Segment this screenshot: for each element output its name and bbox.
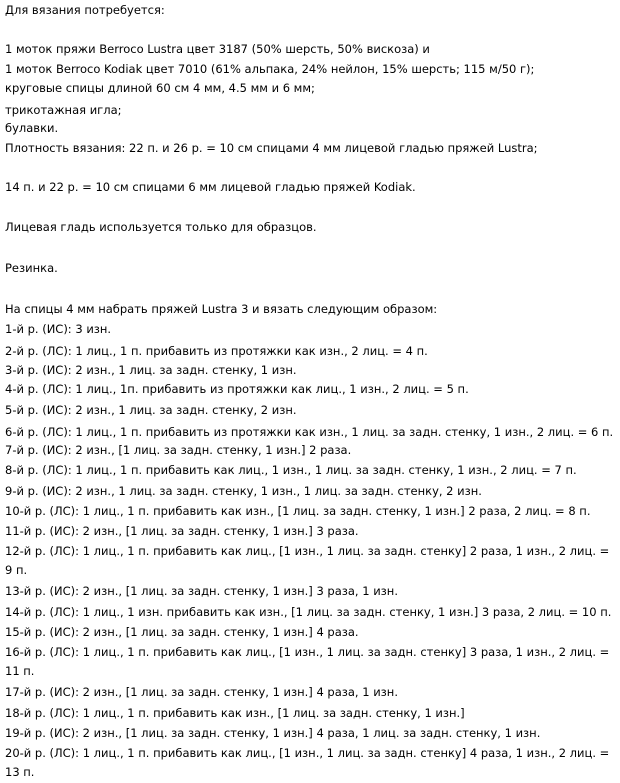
material-pins: булавки. <box>5 121 59 135</box>
row-instruction-20: 20-й р. (ЛС): 1 лиц., 1 п. прибавить как лиц., [1 изн., 1 лиц. за задн. стенку] 4 раза, 1 изн., 2 лиц. = 13 п. <box>5 746 613 779</box>
row-instruction-18: 18-й р. (ЛС): 1 лиц., 1 п. прибавить как изн., [1 лиц. за задн. стенку, 1 изн.] <box>5 706 465 720</box>
material-needles: круговые спицы длиной 60 см 4 мм, 4.5 мм и 6 мм; <box>5 81 315 95</box>
row-instruction-16: 16-й р. (ЛС): 1 лиц., 1 п. прибавить как лиц., [1 изн., 1 лиц. за задн. стенку] 3 раза, 1 изн., 2 лиц. = 11 п. <box>5 645 613 678</box>
row-instruction-14: 14-й р. (ЛС): 1 лиц., 1 изн. прибавить как изн., [1 лиц. за задн. стенку, 1 изн.] 3 раза, 2 лиц. = 10 п. <box>5 605 612 619</box>
material-yarn-kodiak: 1 моток Berroco Kodiak цвет 7010 (61% альпака, 24% нейлон, 15% шерсть; 115 м/50 г); <box>5 62 535 76</box>
gauge-kodiak: 14 п. и 22 р. = 10 см спицами 6 мм лицевой гладью пряжей Kodiak. <box>5 180 416 194</box>
row-instruction-11: 11-й р. (ИС): 2 изн., [1 лиц. за задн. стенку, 1 изн.] 3 раза. <box>5 524 359 538</box>
row-instruction-12: 12-й р. (ЛС): 1 лиц., 1 п. прибавить как лиц., [1 изн., 1 лиц. за задн. стенку] 2 раза, 1 изн., 2 лиц. = 9 п. <box>5 544 613 577</box>
material-yarn-lustra: 1 моток пряжи Berroco Lustra цвет 3187 (50% шерсть, 50% вискоза) и <box>5 42 430 56</box>
cast-on-instruction: На спицы 4 мм набрать пряжей Lustra 3 и вязать следующим образом: <box>5 302 438 316</box>
row-instruction-10: 10-й р. (ЛС): 1 лиц., 1 п. прибавить как изн., [1 лиц. за задн. стенку, 1 изн.] 2 раза, 2 лиц. = 8 п. <box>5 504 591 518</box>
row-instruction-1: 1-й р. (ИС): 3 изн. <box>5 322 112 336</box>
row-instruction-5: 5-й р. (ИС): 2 изн., 1 лиц. за задн. стенку, 2 изн. <box>5 403 297 417</box>
row-instruction-17: 17-й р. (ИС): 2 изн., [1 лиц. за задн. стенку, 1 изн.] 4 раза, 1 изн. <box>5 685 398 699</box>
row-instruction-7: 7-й р. (ИС): 2 изн., [1 лиц. за задн. стенку, 1 изн.] 2 раза. <box>5 443 352 457</box>
material-tapestry-needle: трикотажная игла; <box>5 103 122 117</box>
row-instruction-13: 13-й р. (ИС): 2 изн., [1 лиц. за задн. стенку, 1 изн.] 3 раза, 1 изн. <box>5 584 398 598</box>
row-instruction-4: 4-й р. (ЛС): 1 лиц., 1п. прибавить из протяжки как лиц., 1 изн., 2 лиц. = 5 п. <box>5 382 469 396</box>
row-instruction-2: 2-й р. (ЛС): 1 лиц., 1 п. прибавить из протяжки как изн., 2 лиц. = 4 п. <box>5 344 428 358</box>
gauge-lustra: Плотность вязания: 22 п. и 26 р. = 10 см спицами 4 мм лицевой гладью пряжей Lustra; <box>5 141 538 155</box>
row-instruction-8: 8-й р. (ЛС): 1 лиц., 1 п. прибавить как лиц., 1 изн., 1 лиц. за задн. стенку, 1 изн., 2 лиц. = 7 п. <box>5 463 577 477</box>
row-instruction-15: 15-й р. (ИС): 2 изн., [1 лиц. за задн. стенку, 1 изн.] 4 раза. <box>5 625 359 639</box>
materials-heading: Для вязания потребуется: <box>5 3 165 17</box>
stockinette-note: Лицевая гладь используется только для образцов. <box>5 220 317 234</box>
row-instruction-3: 3-й р. (ИС): 2 изн., 1 лиц. за задн. стенку, 1 изн. <box>5 363 297 377</box>
section-ribbing-heading: Резинка. <box>5 261 58 275</box>
row-instruction-9: 9-й р. (ИС): 2 изн., 1 лиц. за задн. стенку, 1 изн., 1 лиц. за задн. стенку, 2 изн. <box>5 484 482 498</box>
row-instruction-19: 19-й р. (ИС): 2 изн., [1 лиц. за задн. стенку, 1 изн.] 4 раза, 1 лиц. за задн. стенку, 1 изн. <box>5 726 541 740</box>
row-instruction-6: 6-й р. (ЛС): 1 лиц., 1 п. прибавить из протяжки как изн., 1 лиц. за задн. стенку, 1 изн., 2 лиц. = 6 п. <box>5 425 614 439</box>
